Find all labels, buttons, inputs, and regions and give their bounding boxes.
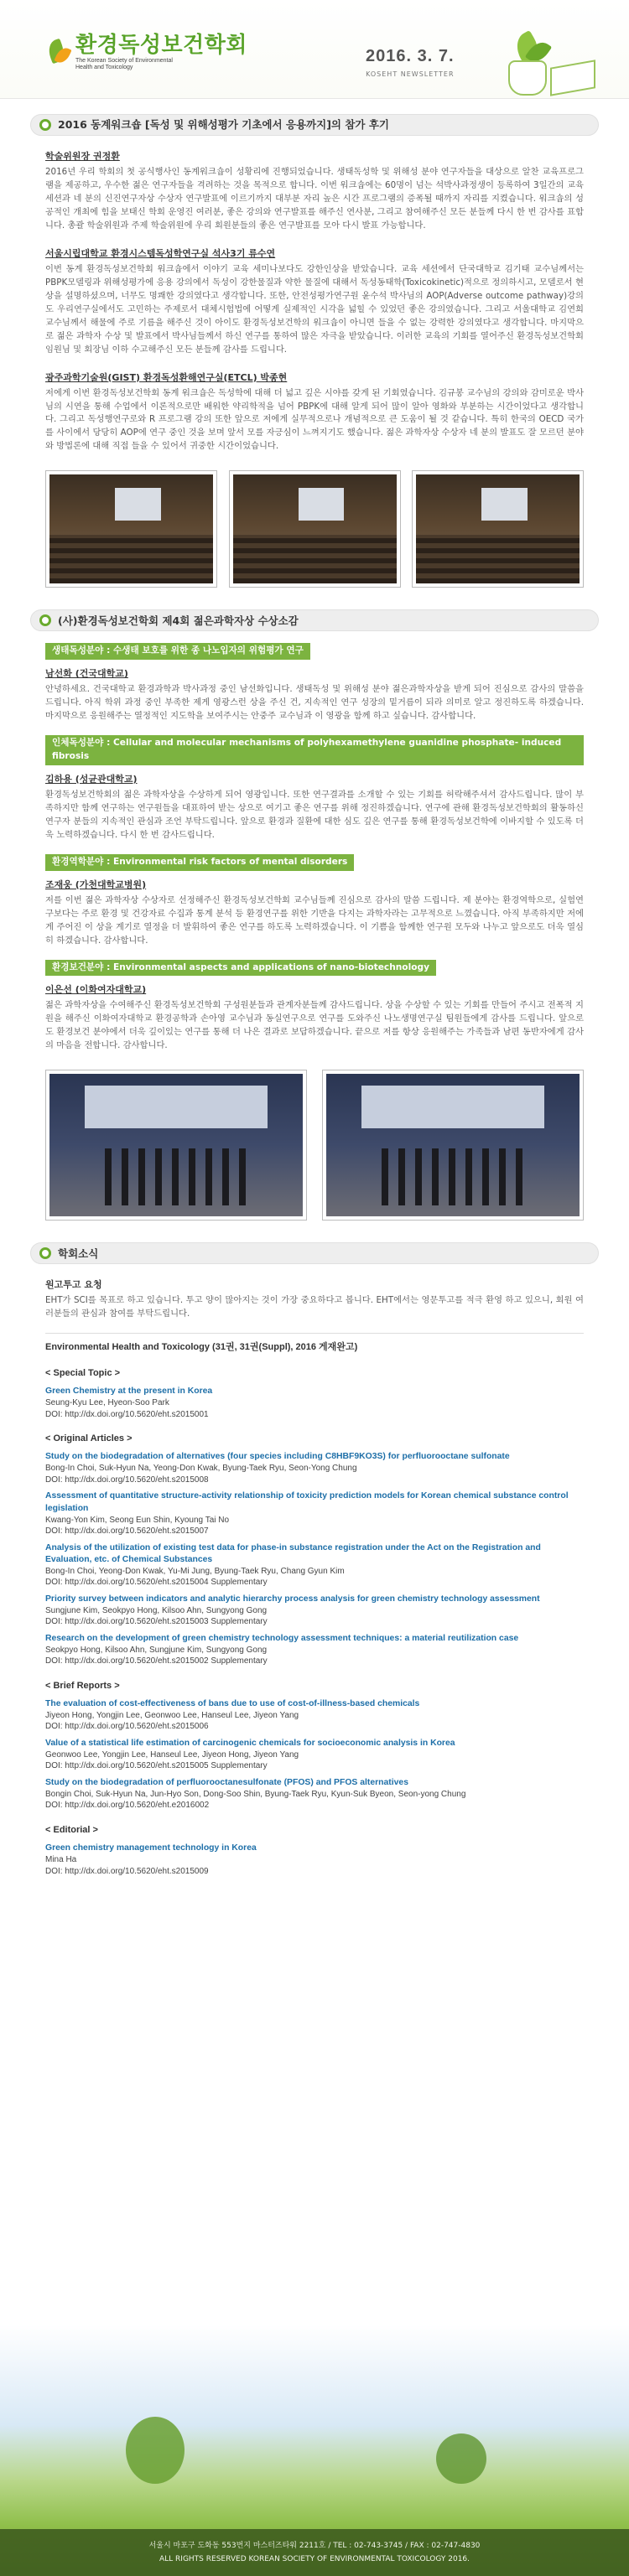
society-logo[interactable] bbox=[47, 34, 247, 71]
award-category: 인체독성분야 : Cellular and molecular mechanisms of polyhexamethylene guanidine phosphate- induced fibrosis bbox=[45, 735, 584, 765]
article-item bbox=[45, 1698, 584, 1733]
section-header-award bbox=[30, 609, 599, 631]
logo-subtitle-1: The Korean Society of Environmental bbox=[75, 57, 173, 64]
award-speech: 젊은 과학자상을 수여해주신 환경독성보건학회 구성원분들과 관계자분들께 감사드립니다. 상을 수상할 수 있는 기회를 만들어 주시고 전폭적 지원을 해주신 이화여자대학교 환경공학과 손아영 교수님과 동실연구으로 연구를 도와주신 나노생명연구실 팀원들에게 감사를 드립니다. 앞으로도 환경보건 분야에서 더욱 깊이있는 연구를 통해 더 나은 결과로 보답하겠습니다. 끝으로 저를 항상 응원해주는 가족들과 남편 동반자에게 감사의 마음을 전합니다. 감사합니다. bbox=[45, 1000, 584, 1051]
article-authors: Bong-In Choi, Yeong-Don Kwak, Yu-Mi Jung, Byung-Taek Ryu, Chang Gyun Kim bbox=[45, 1566, 345, 1576]
newsletter-header bbox=[0, 0, 629, 99]
bullet-circle-icon bbox=[39, 614, 51, 626]
article-authors: Jiyeon Hong, Yongjin Lee, Geonwoo Lee, Hanseul Lee, Jiyeon Yang bbox=[45, 1710, 299, 1720]
issue-date-box bbox=[366, 44, 455, 80]
workshop-photo[interactable] bbox=[229, 470, 401, 588]
article-authors: Bong-In Choi, Suk-Hyun Na, Yeong-Don Kwak, Byung-Taek Ryu, Seon-Yong Chung bbox=[45, 1464, 357, 1474]
article-title-link[interactable]: Study on the biodegradation of perfluorooctanesulfonate (PFOS) and PFOS alternatives bbox=[45, 1777, 408, 1787]
article-title-link[interactable]: Study on the biodegradation of alternatives (four species including C8HBF9KO3S) for perfluorooctane sulfonate bbox=[45, 1452, 510, 1462]
article-item bbox=[45, 1386, 584, 1420]
category-label: < Original Articles > bbox=[45, 1433, 133, 1444]
section-title: 2016 동계워크숍 [독성 및 위해성평가 기초에서 응용까지]의 참가 후기 bbox=[58, 118, 389, 132]
award-winner: 남선화 (건국대학교) bbox=[45, 668, 128, 680]
leaf-logo-icon bbox=[47, 39, 70, 67]
article-title-link[interactable]: Priority survey between indicators and analytic hierarchy process analysis for green chemistry technology assessment bbox=[45, 1594, 540, 1604]
bullet-circle-icon bbox=[39, 1247, 51, 1259]
issue-date: 2016. 3. 7. bbox=[366, 47, 455, 65]
article-item bbox=[45, 1633, 584, 1667]
article-authors: Geonwoo Lee, Yongjin Lee, Hanseul Lee, Jiyeon Hong, Jiyeon Yang bbox=[45, 1749, 299, 1760]
article-title-link[interactable]: Analysis of the utilization of existing test data for phase-in substance registration under the Act on the Registration and Evaluation, etc. of Chemical Substances bbox=[45, 1542, 541, 1564]
award-photo[interactable] bbox=[322, 1070, 584, 1221]
section-title: (사)환경독성보건학회 제4회 젊은과학자상 수상소감 bbox=[58, 614, 299, 627]
award-winner: 조재웅 (가천대학교병원) bbox=[45, 879, 147, 890]
article-authors: Seung-Kyu Lee, Hyeon-Soo Park bbox=[45, 1398, 169, 1408]
tree-illustration bbox=[436, 2433, 486, 2484]
article-title-link[interactable]: Assessment of quantitative structure-activity relationship of toxicity prediction models for Korean chemical substance control legislation bbox=[45, 1491, 569, 1513]
article-doi[interactable]: DOI: http://dx.doi.org/10.5620/eht.s2015004 Supplementary bbox=[45, 1578, 268, 1588]
workshop-photo[interactable] bbox=[412, 470, 584, 588]
award-category: 환경역학분야 : Environmental risk factors of mental disorders bbox=[45, 854, 354, 871]
logo-subtitle-2: Health and Toxicology bbox=[75, 64, 133, 70]
footer-contact: 서울시 마포구 도화동 553번지 마스터즈타워 2211호 / TEL : 02-743-3745 / FAX : 02-747-4830 bbox=[148, 2542, 481, 2550]
article-doi[interactable]: DOI: http://dx.doi.org/10.5620/eht.s2015003 Supplementary bbox=[45, 1617, 268, 1627]
section-title: 학회소식 bbox=[58, 1247, 99, 1260]
article-authors: Seokpyo Hong, Kilsoo Ahn, Sungjune Kim, Sungyong Gong bbox=[45, 1645, 268, 1655]
footer-landscape bbox=[0, 2325, 629, 2576]
article-item bbox=[45, 1594, 584, 1628]
workshop-photo[interactable] bbox=[45, 470, 217, 588]
review-text: 이번 동계 환경독성보건학회 워크숍에서 이야기 교육 세미나보다도 강한인상을 받았습니다. 교육 세션에서 단국대학교 김기태 교수님께서는 PBPK모델링과 위해성평가에 응용 강의에서 독성이 강한물질과 약한 물질에 대해서 독성동태학(Toxicokinetic)적으로 정의하시고, 모델로서 현상을 설명하셨으며, 너무도 명쾌한 강의였다고 생각합니다. 또한, 안전성평가연구원 윤수석 박사님의 AOP(Adverse outcome pathway)강의도 우리연구실에서도 고민하는 주제로서 대체시험법에 어떻게 실제적인 시각을 넓힐 수 있었던 좋은 강의였습니다. 그리고 서울대학교 김연희 교수님께서 해물에 주로 기름을 해주신 것이 아이도 환경독성보건학의 워크숍이 아니면 들을 수 없는 강력한 강의였다고 생각합니다. 마지막으로 젊은 과학자 수상 및 발표에서 박사님들께서 하신 연구를 통하여 많은 자극을 받았습니다. 이러한 교육의 기회를 열어주신 환경독성보건학회 임원님 및 회장님 이하 수고해주신 모든 분들께 감사를 드립니다. bbox=[45, 263, 584, 355]
award-speech: 저를 이번 젊은 과학자상 수상자로 선정해주신 환경독성보건학회 교수님들께 진심으로 감사의 말씀 드립니다. 제 분야는 환경역학으로, 실험연구보다는 주로 환경 및 건강자료 수집과 통계 분석 등 환경연구를 위한 기반을 다지는 과학자라는 고무적으로 느꼈습니다. 아직 부족하지만 저에게 주어진 이 상을 계기로 열정을 더 발휘하여 좋은 연구를 하도록 노력하겠습니다. 이 기쁨을 함께한 연구원 모두와 나누고 앞으로도 더욱 열심히 하겠습니다. 감사합니다. bbox=[45, 894, 584, 946]
award-speeches bbox=[45, 631, 584, 1053]
award-winner: 김하용 (성균관대학교) bbox=[45, 773, 138, 785]
award-photo[interactable] bbox=[45, 1070, 307, 1221]
plant-book-illustration bbox=[495, 30, 604, 97]
article-doi[interactable]: DOI: http://dx.doi.org/10.5620/eht.e2016002 bbox=[45, 1801, 210, 1811]
workshop-photos bbox=[45, 470, 584, 588]
article-authors: Sungjune Kim, Seokpyo Hong, Kilsoo Ahn, Sungyong Gong bbox=[45, 1605, 268, 1615]
article-item bbox=[45, 1542, 584, 1589]
section-header-workshop bbox=[30, 114, 599, 136]
article-doi[interactable]: DOI: http://dx.doi.org/10.5620/eht.s2015008 bbox=[45, 1475, 209, 1485]
article-doi[interactable]: DOI: http://dx.doi.org/10.5620/eht.s2015006 bbox=[45, 1722, 209, 1732]
review-author: 광주과학기술원(GIST) 환경독성환해연구실(ETCL) 박종현 bbox=[45, 371, 288, 383]
article-doi[interactable]: DOI: http://dx.doi.org/10.5620/eht.s2015001 bbox=[45, 1409, 209, 1419]
award-speech: 안녕하세요. 건국대학교 환경과학과 박사과정 중인 남선화입니다. 생태독성 및 위해성 분야 젊은과학자상을 받게 되어 진심으로 감사의 말씀을 드립니다. 아직 학위 과정 중인 부족한 제게 영광스런 상을 주신 건, 지속적인 연구 성장의 밑거름이 되라 의미로 알고 정진하도록 하겠습니다. 마지막으로 응원해주는 열정적인 지도학을 보여주시는 안중주 교수님과 이 영광을 함께 하고 싶습니다. 감사합니다. bbox=[45, 684, 584, 722]
bullet-circle-icon bbox=[39, 119, 51, 131]
award-winner: 이은선 (이화여자대학교) bbox=[45, 984, 147, 996]
category-label: < Special Topic > bbox=[45, 1368, 121, 1379]
article-title-link[interactable]: Green chemistry management technology in Korea bbox=[45, 1843, 257, 1853]
article-title-link[interactable]: Green Chemistry at the present in Korea bbox=[45, 1386, 213, 1397]
article-doi[interactable]: DOI: http://dx.doi.org/10.5620/eht.s2015009 bbox=[45, 1866, 209, 1876]
section-header-news bbox=[30, 1242, 599, 1264]
article-authors: Mina Ha bbox=[45, 1855, 77, 1865]
article-doi[interactable]: DOI: http://dx.doi.org/10.5620/eht.s2015007 bbox=[45, 1526, 209, 1537]
newsletter-label: KOSEHT NEWSLETTER bbox=[366, 70, 455, 78]
notice-title: 원고투고 요청 bbox=[45, 1279, 102, 1291]
tree-illustration bbox=[126, 2417, 185, 2484]
article-doi[interactable]: DOI: http://dx.doi.org/10.5620/eht.s2015005 Supplementary bbox=[45, 1761, 268, 1771]
article-authors: Kwang-Yon Kim, Seong Eun Shin, Kyoung Tai No bbox=[45, 1515, 230, 1525]
award-category: 생태독성분야 : 수생태 보호를 위한 종 나노입자의 위험평가 연구 bbox=[45, 643, 310, 660]
article-item bbox=[45, 1451, 584, 1485]
award-speech: 환경독성보건학회의 젊은 과학자상을 수상하게 되어 영광입니다. 또한 연구결과를 소개할 수 있는 기회를 허락해주셔서 감사드립니다. 많이 부족하지만 함께 연구하는 연구원들을 대표하여 받는 상으로 여기고 좋은 연구를 위해 정진하겠습니다. 연구에 관해 환경독성보건학회의 활동하신 연구자 분들의 지속적인 관심과 조언 부탁드립니다. 앞으로 환경과 질환에 대한 심도 깊은 연구를 통해 환경독성보건학에 이바지할 수 있도록 더욱 노력하겠습니다. 다시 한 번 감사드립니다. bbox=[45, 789, 584, 840]
article-title-link[interactable]: The evaluation of cost-effectiveness of bans due to use of cost-of-illness-based chemicals bbox=[45, 1698, 420, 1708]
award-category: 환경보건분야 : Environmental aspects and applications of nano-biotechnology bbox=[45, 960, 436, 977]
article-authors: Bongin Choi, Suk-Hyun Na, Jun-Hyo Son, Dong-Soo Shin, Byung-Taek Ryu, Kyun-Suk Byeon, Seon-yong Chung bbox=[45, 1789, 466, 1799]
logo-title: 환경독성보건학회 bbox=[75, 33, 247, 58]
article-doi[interactable]: DOI: http://dx.doi.org/10.5620/eht.s2015002 Supplementary bbox=[45, 1656, 268, 1666]
review-text: 저에게 이번 환경독성보건학회 동계 워크숍은 독성학에 대해 더 넓고 깊은 시야를 갖게 된 기회였습니다. 김규봉 교수님의 강의와 감미로운 박사님의 시연을 통해 수업에서 이론적으로만 배워한 약리학적을 넘어 PBPK에 대해 알게 되어 많이 알아 영화와 부분하는 시간이었다고 생각합니다. 그리고 독성행연구로와 R 프로그램 강의 또한 앞으로 저에게 실무적으로나 개념적으로 큰 도움이 될 것 같습니다. 특히 한국의 OECD 국가를 사이에서 당당히 AOP에 연구 중인 것을 보며 앞서 모를 자긍심이 느껴지기도 했습니다. 젊은 과학자상 수상자 네 분의 발표도 잘 모르던 분야와 방법론에 대해 직접 들을 수 있어서 귀중한 시간이었습니다. bbox=[45, 387, 584, 452]
review-author: 서울시립대학교 환경시스템독성학연구실 석사3기 류수연 bbox=[45, 247, 276, 259]
article-title-link[interactable]: Value of a statistical life estimation of carcinogenic chemicals for socioeconomic analysis in Korea bbox=[45, 1738, 455, 1748]
category-label: < Editorial > bbox=[45, 1824, 98, 1835]
article-item bbox=[45, 1490, 584, 1537]
society-news bbox=[45, 1278, 584, 1877]
workshop-reviews bbox=[45, 149, 584, 454]
article-item bbox=[45, 1777, 584, 1811]
journal-title: Environmental Health and Toxicology (31권, 31권(Suppl), 2016 게재완고) bbox=[45, 1333, 584, 1355]
review-text: 2016년 우리 학회의 첫 공식행사인 동계워크숍이 성황리에 진행되었습니다. 생태독성학 및 위해성 분야 연구자들을 대상으로 알찬 교육프로그램을 제공하고, 우수한 젊은 연구자들을 격려하는 것을 목적으로 합니다. 이번 워크숍에는 60명이 넘는 석박사과정생이 등록하여 3일간의 교육 세션과 네 분의 신진연구자상 수상자 연구발표에 이르기까지 대부분 자리 높은 시간 프로그램의 증폭될 때까지 자리를 지켰습니다. 워크숍의 성공적인 개최에 힘을 보태신 학회 운영진 여러분, 좋은 강의와 연구발표를 해주신 연사분, 그리고 참여해주신 모든 분들께 다시 한 번 감사를 표합니다. 총괄 학술위원과 주제 학술위원에 우리 회원분들의 좋은 연구발표를 모아 다시 발표 가능합니다. bbox=[45, 167, 584, 231]
award-photos bbox=[45, 1070, 584, 1221]
category-label: < Brief Reports > bbox=[45, 1680, 120, 1691]
notice-text: EHT가 SCI를 목표로 하고 있습니다. 투고 양이 많아지는 것이 가장 중요하다고 봅니다. EHT에서는 영문투고를 적극 환영 하고 있으니, 회원 여러분들의 관심과 참여를 부탁드립니다. bbox=[45, 1295, 584, 1319]
article-title-link[interactable]: Research on the development of green chemistry technology assessment techniques: a material reutilization case bbox=[45, 1633, 519, 1643]
footer-bar bbox=[0, 2529, 629, 2576]
article-item bbox=[45, 1738, 584, 1772]
article-item bbox=[45, 1843, 584, 1877]
footer-copyright: ALL RIGHTS RESERVED KOREAN SOCIETY OF ENVIRONMENTAL TOXICOLOGY 2016. bbox=[159, 2555, 470, 2564]
review-author: 학술위원장 권정환 bbox=[45, 151, 120, 162]
